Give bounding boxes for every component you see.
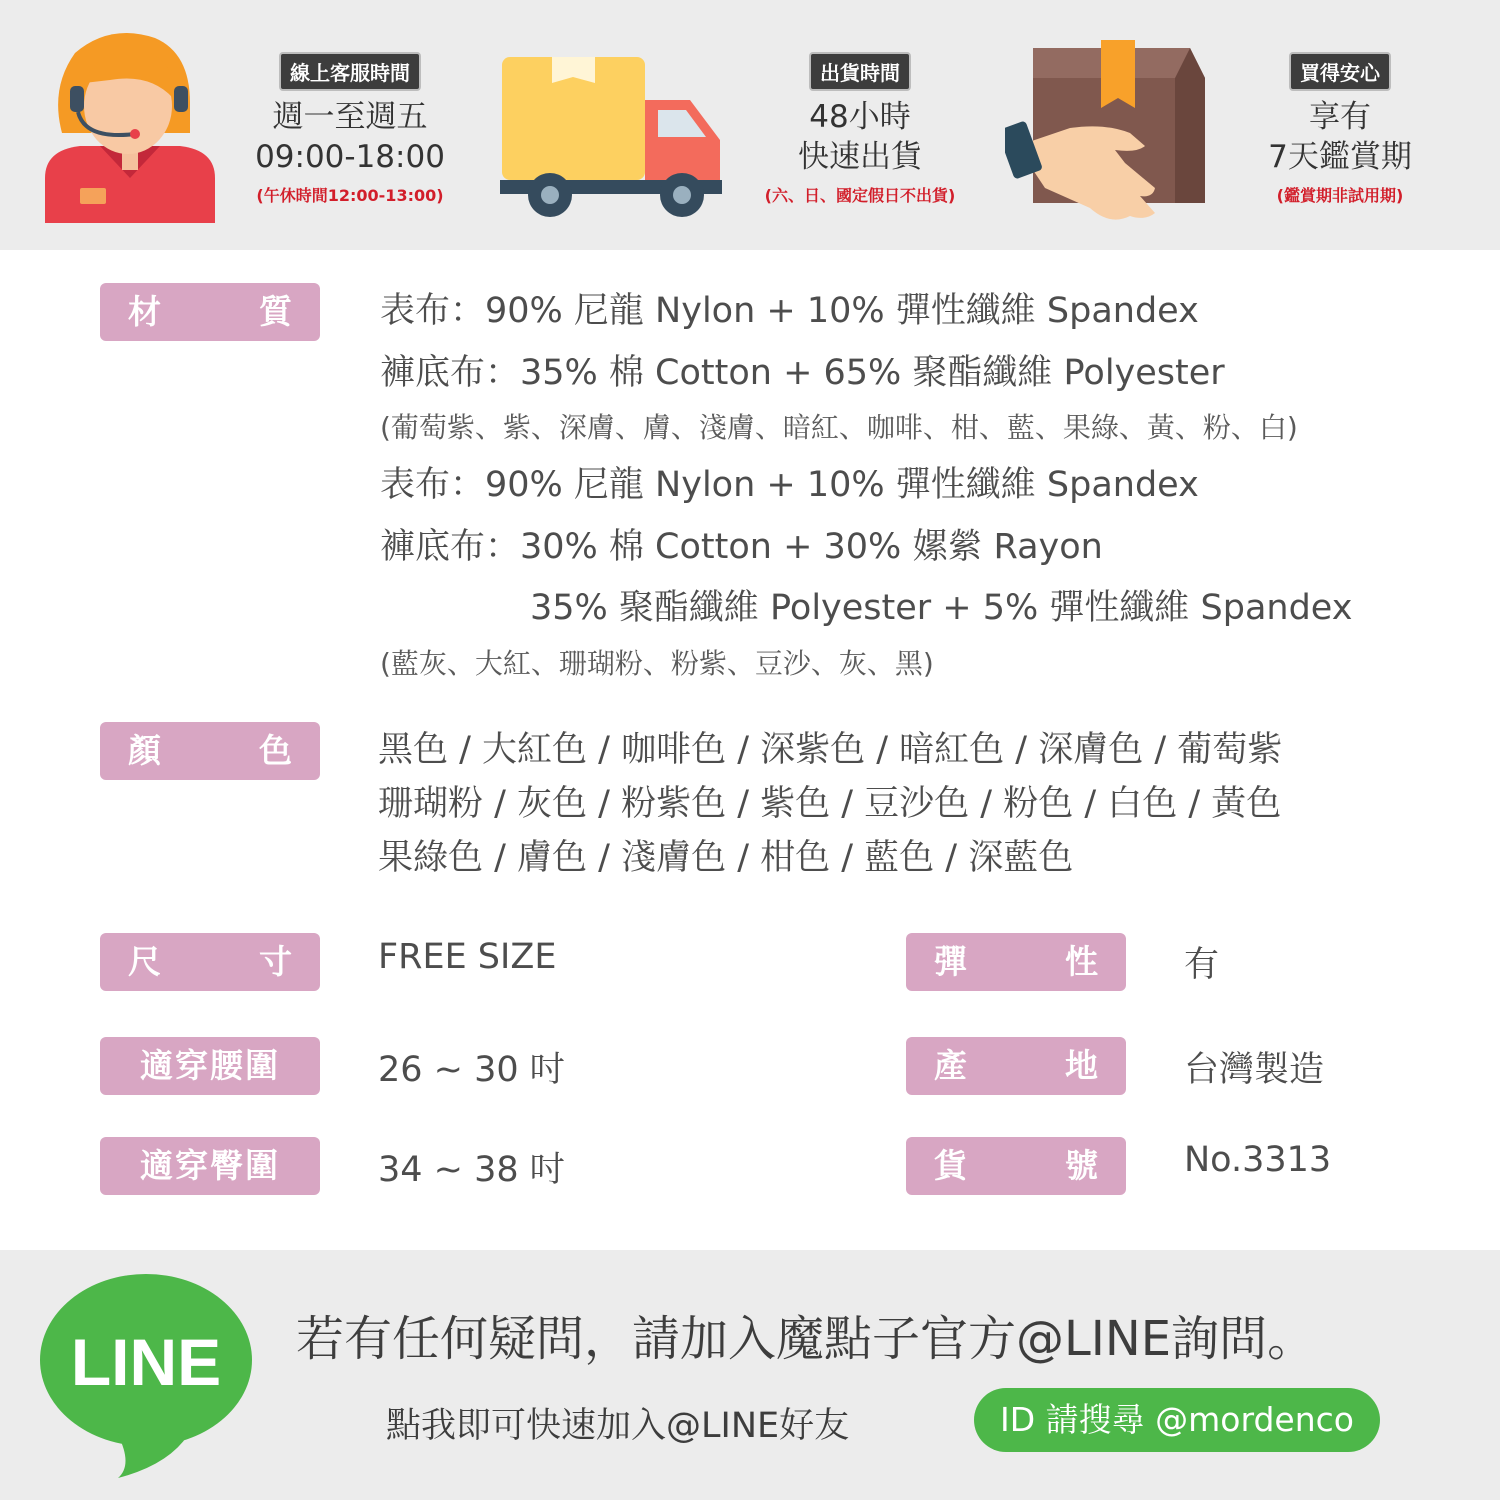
line-id-pill[interactable]: ID 請搜尋 @mordenco: [974, 1388, 1380, 1452]
service-hours-tag: 線上客服時間: [279, 52, 421, 91]
customer-service-agent-icon: [40, 28, 220, 223]
assurance-period: 7天鑑賞期: [1268, 139, 1412, 175]
assurance-block: [1230, 52, 1450, 206]
material-colors-2: (藍灰、大紅、珊瑚粉、粉紫、豆沙、灰、黑): [380, 647, 934, 680]
size-label-a: 尺: [128, 942, 161, 981]
origin-label-a: 產: [934, 1046, 967, 1085]
origin-label-b: 地: [1065, 1046, 1098, 1085]
color-line-1: 黑色 / 大紅色 / 咖啡色 / 深紫色 / 暗紅色 / 深膚色 / 葡萄紫: [378, 730, 1283, 770]
material-label: [100, 283, 320, 341]
shipping-holiday-note: (六、日、國定假日不出貨): [764, 186, 956, 205]
color-line-3: 果綠色 / 膚色 / 淺膚色 / 柑色 / 藍色 / 深藍色: [378, 838, 1074, 878]
elasticity-label-b: 性: [1065, 942, 1098, 981]
elasticity-value: 有: [1184, 945, 1220, 985]
delivery-truck-icon: [500, 55, 725, 220]
color-line-2: 珊瑚粉 / 灰色 / 粉紫色 / 紫色 / 豆沙色 / 粉色 / 白色 / 黃色: [378, 784, 1282, 824]
material-line-2: 褲底布：35% 棉 Cotton + 65% 聚酯纖維 Polyester: [380, 353, 1225, 393]
waist-label: 適穿腰圍: [100, 1037, 320, 1095]
waist-value: 26 ~ 30 吋: [378, 1050, 565, 1090]
service-hours-block: [240, 52, 460, 206]
hip-label: 適穿臀圍: [100, 1137, 320, 1195]
size-value: FREE SIZE: [378, 937, 557, 977]
service-hours: 09:00-18:00: [255, 139, 445, 175]
footer-headline: 若有任何疑問，請加入魔點子官方@LINE詢問。: [296, 1311, 1316, 1367]
item-number-label: [906, 1137, 1126, 1195]
shipping-fast: 快速出貨: [798, 139, 922, 175]
line-logo-text: LINE: [70, 1325, 222, 1399]
material-line-5: 35% 聚酯纖維 Polyester + 5% 彈性纖維 Spandex: [530, 588, 1353, 628]
color-label: [100, 722, 320, 780]
service-lunch-note: (午休時間12:00-13:00): [256, 186, 444, 205]
size-label: [100, 933, 320, 991]
color-label-b: 色: [259, 731, 292, 770]
material-line-1: 表布：90% 尼龍 Nylon + 10% 彈性纖維 Spandex: [380, 291, 1199, 331]
line-logo-icon[interactable]: [38, 1270, 260, 1480]
material-line-4: 褲底布：30% 棉 Cotton + 30% 嫘縈 Rayon: [380, 527, 1103, 567]
item-number-value: No.3313: [1184, 1140, 1332, 1180]
origin-label: [906, 1037, 1126, 1095]
size-label-b: 寸: [259, 942, 292, 981]
elasticity-label: [906, 933, 1126, 991]
shipping-time-block: [745, 52, 975, 206]
material-colors-1: (葡萄紫、紫、深膚、膚、淺膚、暗紅、咖啡、柑、藍、果綠、黃、粉、白): [380, 411, 1298, 444]
elasticity-label-a: 彈: [934, 942, 967, 981]
origin-value: 台灣製造: [1184, 1050, 1325, 1090]
assurance-tag: 買得安心: [1289, 52, 1391, 91]
package-hand-icon: [1005, 38, 1215, 223]
service-days: 週一至週五: [272, 99, 428, 135]
hip-value: 34 ~ 38 吋: [378, 1150, 565, 1190]
item-number-label-b: 號: [1065, 1146, 1098, 1185]
material-label-b: 質: [259, 292, 292, 331]
material-line-3: 表布：90% 尼龍 Nylon + 10% 彈性纖維 Spandex: [380, 465, 1199, 505]
assurance-line1: 享有: [1309, 99, 1371, 135]
shipping-hours: 48小時: [809, 99, 911, 135]
footer-add-friend-text[interactable]: 點我即可快速加入@LINE好友: [386, 1406, 850, 1446]
shipping-time-tag: 出貨時間: [809, 52, 911, 91]
color-label-a: 顏: [128, 731, 161, 770]
assurance-note: (鑑賞期非試用期): [1276, 186, 1404, 205]
material-label-a: 材: [128, 292, 161, 331]
item-number-label-a: 貨: [934, 1146, 967, 1185]
